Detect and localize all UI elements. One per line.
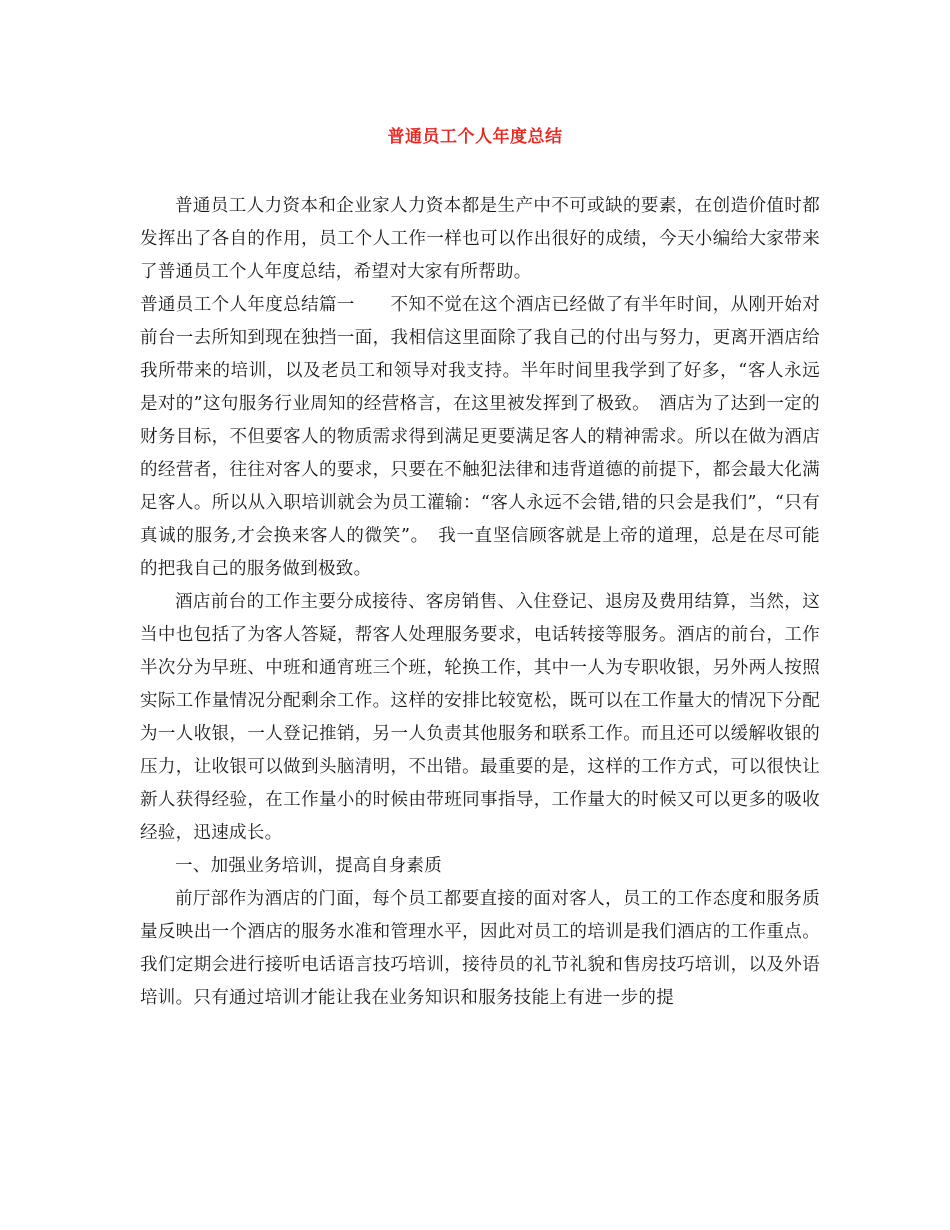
document-body [140,190,820,1015]
section-heading: 一、加强业务培训，提高自身素质 [175,856,442,876]
paragraph-training: 前厅部作为酒店的门面，每个员工都要直接的面对客人，员工的工作态度和服务质量反映出一个酒店的服务水准和管理水平，因此对员工的培训是我们酒店的工作重点。我们定期会进行接听电话语言技巧培训，接待员的礼节礼貌和售房技巧培训，以及外语培训。只有通过培训才能让我在业务知识和服务技能上有进一步的提 [140,889,820,1008]
paragraph-intro: 普通员工人力资本和企业家人力资本都是生产中不可或缺的要素，在创造价值时都发挥出了各自的作用，员工个人工作一样也可以作出很好的成绩，今天小编给大家带来了普通员工个人年度总结，希望对大家有所帮助。 [140,196,820,282]
document-title: 普通员工个人年度总结 [387,127,563,147]
paragraph-front-desk: 酒店前台的工作主要分成接待、客房销售、入住登记、退房及费用结算，当然，这当中也包括了为客人答疑，帮客人处理服务要求，电话转接等服务。酒店的前台，工作半次分为早班、中班和通宵班三个班，轮换工作，其中一人为专职收银，另外两人按照实际工作量情况分配剩余工作。这样的安排比较宽松，既可以在工作量大的情况下分配为一人收银，一人登记推销，另一人负责其他服务和联系工作。而且还可以缓解收银的压力，让收银可以做到头脑清明，不出错。最重要的是，这样的工作方式，可以很快让新人获得经验，在工作量小的时候由带班同事指导，工作量大的时候又可以更多的吸收经验，迅速成长。 [140,592,820,843]
paragraph-part-one: 普通员工个人年度总结篇一 不知不觉在这个酒店已经做了有半年时间，从刚开始对前台一去所知到现在独挡一面，我相信这里面除了我自己的付出与努力，更离开酒店给我所带来的培训，以及老员工和领导对我支持。半年时间里我学到了好多，“客人永远是对的”这句服务行业周知的经营格言，在这里被发挥到了极致。 酒店为了达到一定的财务目标，不但要客人的物质需求得到满足更要满足客人的精神需求。所以在做为酒店的经营者，往往对客人的要求，只要在不触犯法律和违背道德的前提下，都会最大化满足客人。所以从入职培训就会为员工灌输：“客人永远不会错,错的只会是我们”，“只有真诚的服务,才会换来客人的微笑”。 我一直坚信顾客就是上帝的道理，总是在尽可能的把我自己的服务做到极致。 [140,295,820,579]
